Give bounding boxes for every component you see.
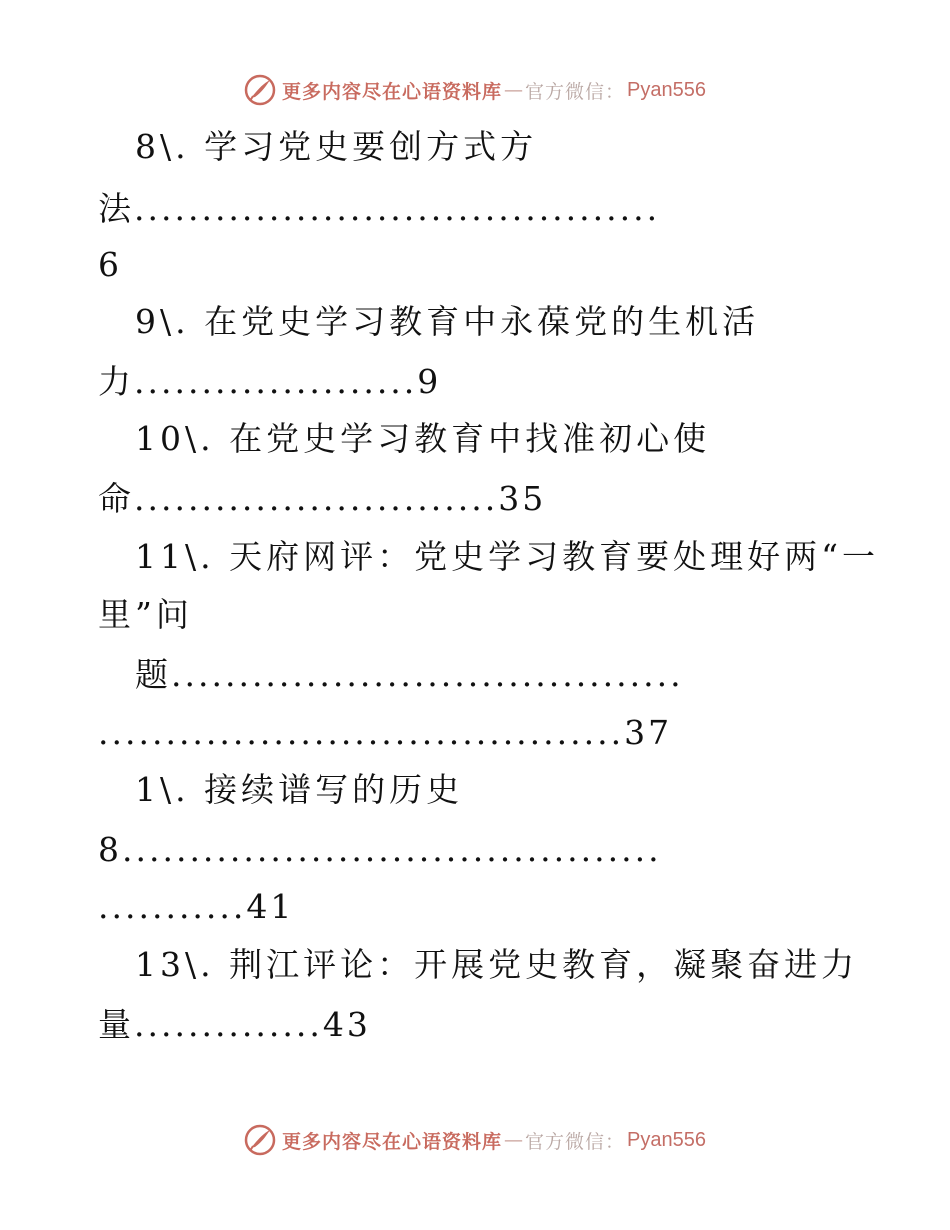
- toc-line: 6: [98, 245, 123, 284]
- watermark-brand: 更多内容尽在心语资料库: [282, 80, 503, 103]
- toc-line: 里”问: [98, 595, 193, 634]
- toc-line: 13\. 荆江评论：开展党史教育，凝聚奋进力: [135, 945, 859, 984]
- quill-logo-icon: [244, 1124, 276, 1156]
- watermark-dash: —: [504, 79, 524, 101]
- toc-line: 量..............43: [98, 1005, 371, 1044]
- watermark-wechat-label: 官方微信：: [525, 1130, 626, 1153]
- toc-line: 9\. 在党史学习教育中永葆党的生机活: [135, 302, 760, 341]
- toc-line: ...........41: [98, 887, 295, 926]
- watermark-dash: —: [504, 1129, 524, 1151]
- toc-line: 10\. 在党史学习教育中找准初心使: [135, 419, 711, 458]
- toc-line: .......................................37: [98, 713, 673, 752]
- watermark-wechat-id: Pyan556: [627, 78, 706, 101]
- watermark-brand: 更多内容尽在心语资料库: [282, 1130, 503, 1153]
- toc-line: 8\. 学习党史要创方式方: [135, 127, 538, 166]
- footer-watermark: [0, 1120, 950, 1160]
- toc-line: 题......................................: [135, 655, 684, 694]
- toc-line: 8........................................: [98, 830, 662, 869]
- toc-line: 法.......................................: [98, 189, 661, 228]
- quill-logo-icon: [244, 74, 276, 106]
- watermark-wechat-id: Pyan556: [627, 1128, 706, 1151]
- header-watermark: [0, 70, 950, 110]
- toc-line: 命...........................35: [98, 479, 547, 518]
- watermark-wechat-label: 官方微信：: [525, 80, 626, 103]
- toc-line: 11\. 天府网评：党史学习教育要处理好两“一: [135, 537, 879, 576]
- toc-line: 1\. 接续谱写的历史: [135, 770, 464, 809]
- toc-line: 力.....................9: [98, 362, 442, 401]
